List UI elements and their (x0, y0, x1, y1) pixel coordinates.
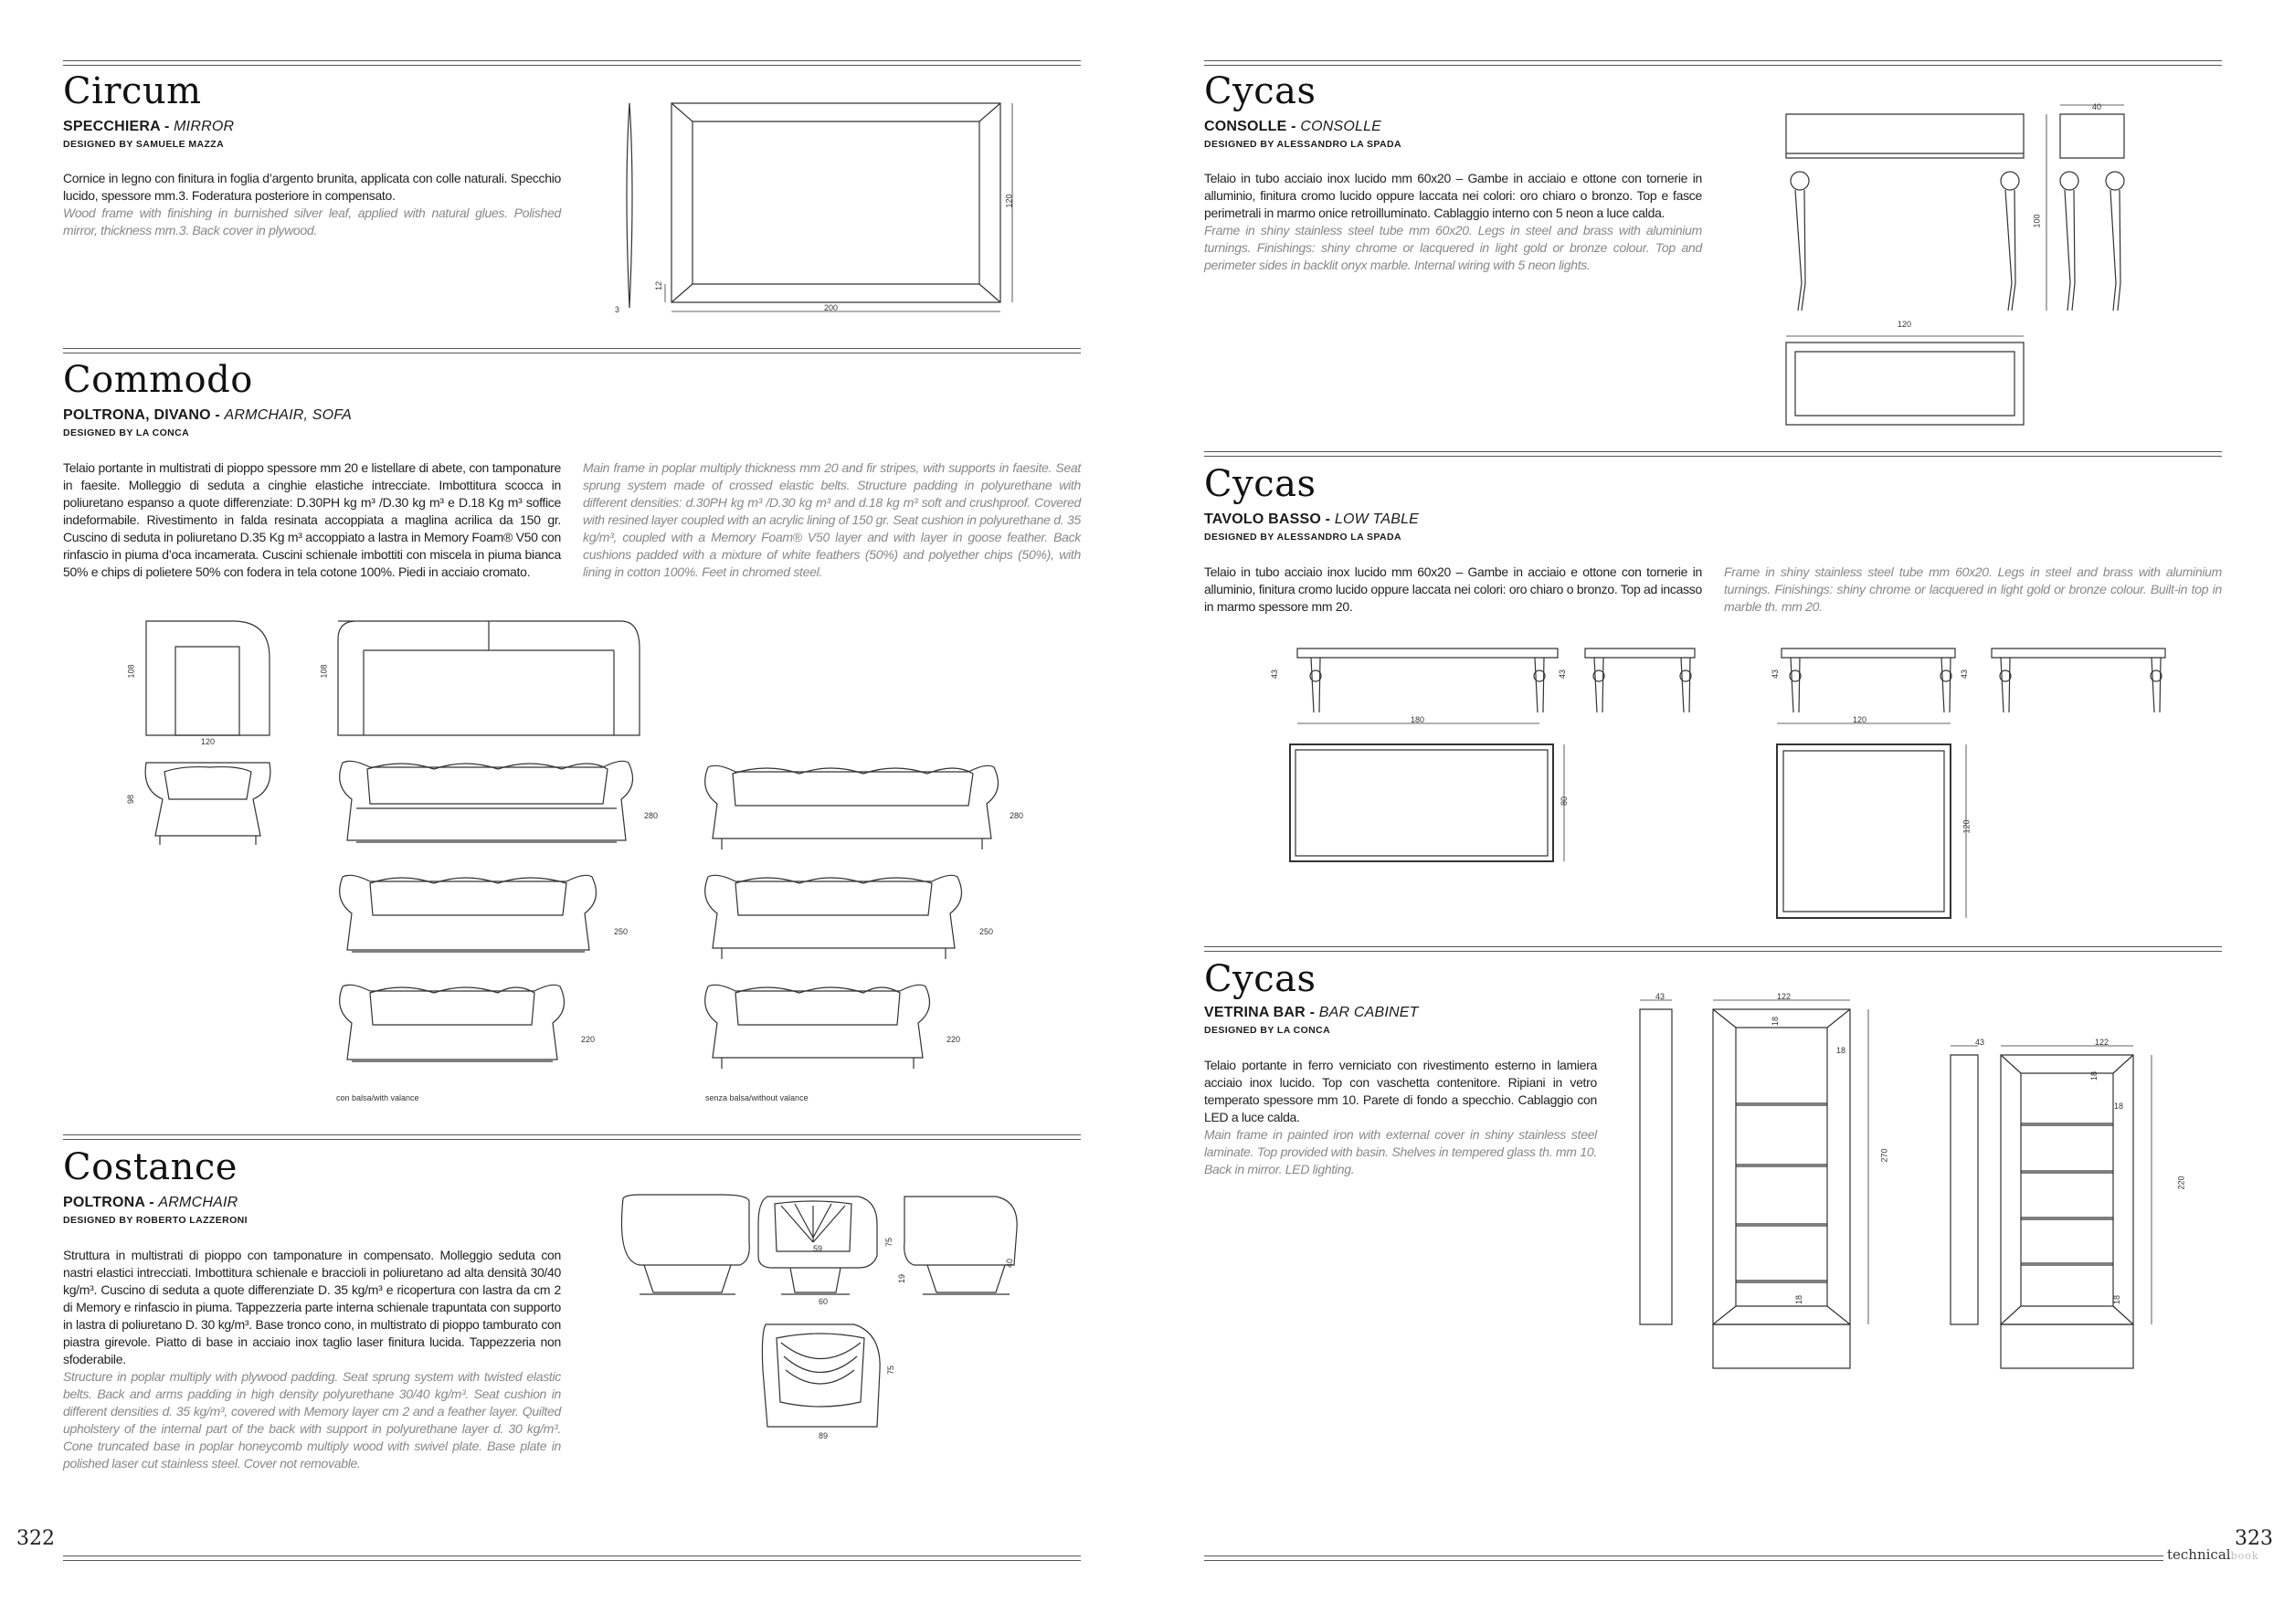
section-rule (63, 1139, 1081, 1140)
dim-label: 122 (1777, 992, 1792, 1001)
footer-rule (1204, 1560, 2163, 1561)
circum-designer: DESIGNED BY SAMUELE MAZZA (63, 139, 225, 150)
circum-mirror-drawing (621, 96, 1023, 320)
low-table-designer: DESIGNED BY ALESSANDRO LA SPADA (1204, 532, 1402, 543)
consolle-drawings (1782, 110, 2165, 434)
section-rule (1204, 65, 2222, 66)
dim-label: 89 (819, 1431, 829, 1440)
dim-label: 108 (126, 664, 136, 679)
caption-with-valance: con balsa/with valance (336, 1093, 419, 1102)
dim-label: 40 (2092, 102, 2102, 111)
caption-without-valance: senza balsa/without valance (705, 1093, 809, 1102)
dim-label: 60 (819, 1297, 829, 1306)
dim-label: 18 (1771, 1016, 1781, 1027)
consolle-type: CONSOLLE - CONSOLLE (1204, 119, 1382, 134)
section-rule (63, 60, 1081, 61)
dim-label: 40 (1005, 1258, 1015, 1269)
circum-description: Cornice in legno con finitura in foglia d’argento brunita, applicata con colle naturali. Specchio lucido, spessore mm.3. Foderatura posteriore in compensato. Wood frame with finishing in burnished silver leaf, applied with natural glues. Polished mirror, thickness mm.3. Back cover in plywood. (63, 171, 561, 237)
dim-label: 43 (1771, 669, 1781, 680)
low-table-description-en: Frame in shiny stainless steel tube mm 60x20. Legs in steel and brass with aluminium turnings. Finishings: shiny chrome or lacquered in light gold or bronze colour. Built-in top in marble th. mm 20. (1724, 564, 2222, 614)
section-rule (1204, 451, 2222, 452)
dim-label: 220 (946, 1035, 961, 1044)
commodo-designer: DESIGNED BY LA CONCA (63, 427, 190, 438)
dim-label: 18 (2089, 1070, 2099, 1081)
costance-designer: DESIGNED BY ROBERTO LAZZERONI (63, 1215, 248, 1226)
dim-label: 122 (2095, 1038, 2110, 1047)
dim-label: 12 (654, 280, 664, 291)
dim-label: 250 (979, 927, 994, 936)
costance-drawings (612, 1187, 1032, 1461)
bar-cabinet-designer: DESIGNED BY LA CONCA (1204, 1025, 1331, 1036)
dim-label: 43 (1655, 992, 1665, 1001)
dim-label: 43 (1975, 1038, 1985, 1047)
section-rule (63, 1134, 1081, 1135)
page-number-right: 323 (2235, 1527, 2273, 1550)
dim-label: 18 (2114, 1102, 2124, 1111)
dim-label: 43 (1270, 669, 1280, 680)
dim-label: 280 (1010, 811, 1024, 820)
dim-label: 19 (897, 1273, 907, 1284)
dim-label: 75 (884, 1237, 894, 1248)
dim-label: 18 (2112, 1294, 2122, 1305)
costance-type: POLTRONA - ARMCHAIR (63, 1195, 238, 1210)
footer-rule (1204, 1555, 2163, 1556)
commodo-drawings (128, 612, 950, 1105)
circum-title: Circum (63, 70, 202, 112)
section-rule (1204, 456, 2222, 457)
dim-label: 220 (581, 1035, 596, 1044)
consolle-title: Cycas (1204, 70, 1316, 112)
consolle-description: Telaio in tubo acciaio inox lucido mm 60x20 – Gambe in acciaio e ottone con tornerie in alluminio, finitura cromo lucido oppure laccata nei colori: oro chiaro o bronzo. Top e fasce perimetrali in marmo onice retroilluminato. Cablaggio interno con 5 neon a luce calda. Frame in shiny stainless steel tube mm 60x20. Legs in steel and brass with aluminium turnings. Finishings: shiny chrome or lacquered in light gold or bronze colour. Top and perimeter sides in backlit onyx marble. Internal wiring with 5 neon lights. (1204, 171, 1702, 272)
dim-label: 120 (201, 737, 216, 746)
dim-label: 200 (824, 303, 839, 312)
dim-label: 100 (2032, 214, 2042, 228)
dim-label: 75 (886, 1365, 896, 1376)
dim-label: 108 (319, 664, 329, 679)
dim-label: 250 (614, 927, 629, 936)
low-table-type: TAVOLO BASSO - LOW TABLE (1204, 511, 1420, 527)
section-rule (1204, 60, 2222, 61)
commodo-title: Commodo (63, 359, 253, 401)
dim-label: 43 (1558, 669, 1568, 680)
dim-label: 220 (2176, 1176, 2186, 1190)
commodo-description-en: Main frame in poplar multiply thickness mm 20 and fir stripes, with supports in faesite. Seat sprung system made of crossed elastic belts. Structure padding in polyurethane with different densities: d.30PH kg m³ /D.30 kg m³ and d.18 kg m³ soft and crushproof. Covered with resined layer coupled with an acrylic lining of 150 gr. Seat cushion in polyurethane d. 35 kg/m³, coupled with a Memory Foam® V50 layer and with layer in goose feather. Back cushions padded with a mixture of white feathers (50%) and polyether chips (50%), with lining in cotton 100%. Feet in chromed steel. (583, 460, 1081, 579)
bar-cabinet-description: Telaio portante in ferro verniciato con rivestimento esterno in lamiera acciaio inox lucido. Top con vaschetta contenitore. Ripiani in vetro temperato spessore mm 10. Parete di fondo a specchio. Cablaggio con LED a luce calda. Main frame in painted iron with external cover in shiny stainless steel laminate. Top provided with basin. Shelves in tempered glass th. mm 10. Back in mirror. LED lighting. (1204, 1058, 1597, 1176)
section-rule (63, 348, 1081, 349)
costance-title: Costance (63, 1146, 238, 1188)
dim-label: 3 (615, 305, 620, 314)
dim-label: 120 (1853, 715, 1867, 724)
dim-label: 18 (1836, 1046, 1846, 1055)
commodo-type: POLTRONA, DIVANO - ARMCHAIR, SOFA (63, 407, 352, 423)
dim-label: 180 (1411, 715, 1425, 724)
commodo-description-it: Telaio portante in multistrati di pioppo spessore mm 20 e listellare di abete, con tamponature in faesite. Molleggio di seduta a cinghie elastiche intrecciate. Imbottitura scocca in poliuretano espanso a quote differenziate: D.30PH kg m³ /D.30 kg m³ e D.18 Kg m³ soffice indeformabile. Rivestimento in falda resinata accoppiata a maglina acrilica da 150 gr. Cuscino di seduta in poliuretano D.35 Kg m³ accoppiato a lastra in Memory Foam® V50 con rinfascio in piuma d’oca incamerata. Cuscini schienale imbottiti con miscela in piuma bianca 50% e chips di polietere 50% con fodera in tela cotone 100%. Piedi in acciaio cromato. (63, 460, 561, 579)
low-table-description-it: Telaio in tubo acciaio inox lucido mm 60x20 – Gambe in acciaio e ottone con tornerie in alluminio, finitura cromo lucido oppure laccata nei colori: oro chiaro o bronzo. Top ad incasso in marmo spessore mm 20. (1204, 564, 1702, 614)
page-number-left: 322 (16, 1527, 55, 1550)
section-rule (1204, 951, 2222, 952)
brand-logo: technicalbook (2167, 1546, 2259, 1563)
dim-label: 120 (1004, 194, 1014, 208)
low-table-title: Cycas (1204, 463, 1316, 505)
costance-description: Struttura in multistrati di pioppo con tamponature in compensato. Molleggio seduta con nastri elastici intrecciati. Imbottitura schienale e braccioli in poliuretano ad alta densità 30/40 kg/m³. Cuscino di seduta a quote differenziate D. 35 kg/m³ e ricopertura con lastra da cm 2 di Memory e rinfascio in piuma. Tappezzeria parte interna schienale trapuntata con supporto in lastra di poliuretano D. 30 kg/m³. Base tronco cono, in multistrato di pioppo tamburato con piastra girevole. Piatto di base in acciaio inox taglio laser finitura lucida. Tappezzeria non sfoderabile. Structure in poplar multiply with plywood padding. Seat sprung system with twisted elastic belts. Back and arms padding in high density polyurethane 30/40 kg/m³. Seat cushion in different densities d. 35 kg/m³, covered with Memory layer cm 2 and a feather layer. Quilted upholstery of the internal part of the back with support in polyurethane layer d. 30 kg/m³. Cone truncated base in poplar honeycomb multiply wood with swivel plate. Base plate in polished laser cut stainless steel. Cover not removable. (63, 1248, 561, 1471)
dim-label: 98 (126, 794, 136, 805)
dim-label: 59 (813, 1244, 823, 1253)
circum-type: SPECCHIERA - MIRROR (63, 119, 235, 134)
dim-label: 43 (1960, 669, 1970, 680)
dim-label: 80 (1560, 796, 1570, 807)
consolle-designer: DESIGNED BY ALESSANDRO LA SPADA (1204, 139, 1402, 150)
section-rule (63, 65, 1081, 66)
bar-cabinet-title: Cycas (1204, 958, 1316, 1000)
low-table-drawings (1279, 639, 2193, 923)
dim-label: 18 (1794, 1294, 1804, 1305)
dim-label: 120 (1961, 819, 1972, 834)
dim-label: 280 (644, 811, 659, 820)
bar-cabinet-type: VETRINA BAR - BAR CABINET (1204, 1005, 1419, 1020)
section-rule (1204, 946, 2222, 947)
footer-rule (63, 1560, 1081, 1561)
dim-label: 270 (1879, 1148, 1889, 1163)
dim-label: 120 (1898, 320, 1912, 329)
bar-cabinet-drawings (1635, 996, 2202, 1379)
footer-rule (63, 1555, 1081, 1556)
